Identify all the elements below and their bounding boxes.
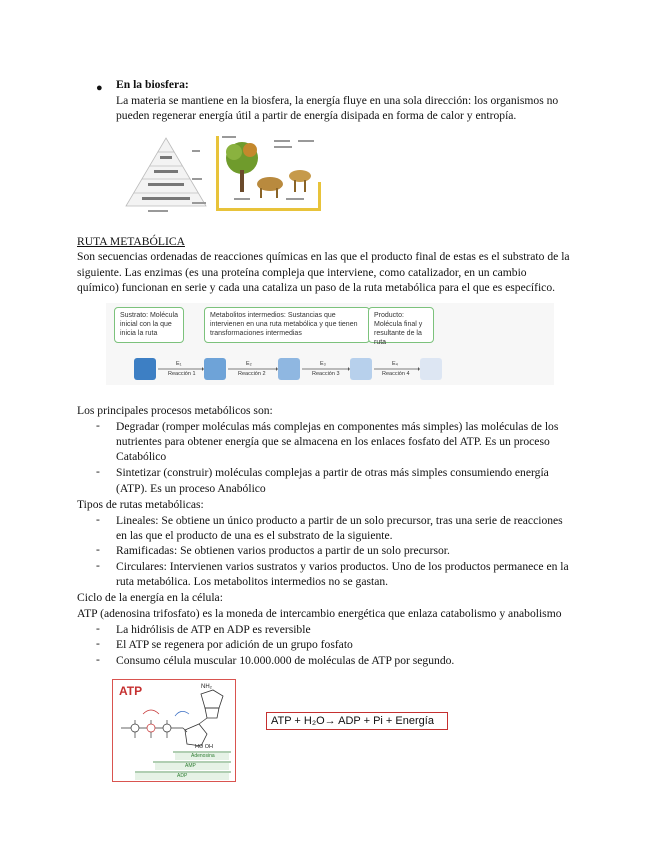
- procesos-item1-l2: nutrientes para obtener energía que se almacena en los enlaces fosfato del ATP. Es un proceso: [116, 435, 550, 448]
- atp-equation-box: ATP + H₂O→ ADP + Pi + Energía: [266, 712, 448, 730]
- food-chain-figure: [214, 132, 322, 212]
- dash-marker: -: [96, 513, 100, 526]
- enzyme-2: E₂: [246, 361, 252, 367]
- enzyme-1: E₁: [176, 361, 182, 367]
- atp-figure-title: ATP: [119, 684, 143, 698]
- ciclo-atp-line: ATP (adenosina trifosfato) es la moneda de intercambio energética que enlaza catabolismo y anabolismo: [77, 607, 562, 620]
- atp-structure: [113, 680, 235, 781]
- adp-label: ADP: [177, 773, 188, 779]
- tipos-item3-l2: ruta metabólica. Los metabolitos intermedios no se gastan.: [116, 575, 389, 588]
- tipos-intro: Tipos de rutas metabólicas:: [77, 498, 204, 511]
- procesos-item1-l3: Catabólico: [116, 450, 167, 463]
- tipos-item1-l2: en las que el producto de una es el substrato de la siguiente.: [116, 529, 393, 542]
- metabolic-pathway-figure: [106, 303, 554, 385]
- reaction-4: Reacción 4: [382, 371, 410, 377]
- dash-marker: -: [96, 653, 100, 666]
- procesos-item1-l1: Degradar (romper moléculas más complejas en componentes más simples) las moléculas de los: [116, 420, 559, 433]
- procesos-item2-l1: Sintetizar (construir) moléculas complejas a partir de otras más simples consumiendo energía: [116, 466, 549, 479]
- reaction-1: Reacción 1: [168, 371, 196, 377]
- ciclo-item2: El ATP se regenera por adición de un grupo fosfato: [116, 638, 353, 651]
- tipos-item1-l1: Lineales: Se obtiene un único producto a partir de un solo precursor, tras una serie de reacciones: [116, 514, 563, 527]
- metabolitos-box: Metabolitos intermedios: Sustancias que intervienen en una ruta metabólica y que tienen transformaciones intermedias: [204, 307, 370, 343]
- procesos-item2-l2: (ATP). Es un proceso Anabólico: [116, 482, 266, 495]
- biosfera-heading: En la biosfera:: [116, 78, 189, 91]
- reaction-2: Reacción 2: [238, 371, 266, 377]
- sustrato-box: Sustrato: Molécula inicial con la que inicia la ruta: [114, 307, 184, 343]
- ruta-text-3: químico) funcionan en serie y cada una cataliza un paso de la ruta metabólica para el que es específico.: [77, 281, 556, 294]
- atp-nh2-label: NH₂: [201, 684, 212, 690]
- ciclo-item1: La hidrólisis de ATP en ADP es reversible: [116, 623, 311, 636]
- producto-box: Producto: Molécula final y resultante de la ruta: [368, 307, 434, 343]
- dash-marker: -: [96, 543, 100, 556]
- amp-label: AMP: [185, 763, 196, 769]
- enzyme-4: E₄: [392, 361, 398, 367]
- adenosina-label: Adenosina: [191, 753, 215, 759]
- ruta-title: RUTA METABÓLICA: [77, 235, 185, 248]
- tipos-item3-l1: Circulares: Intervienen varios sustratos y varios productos. Uno de los productos permanece en la: [116, 560, 569, 573]
- procesos-intro: Los principales procesos metabólicos son:: [77, 404, 273, 417]
- dash-marker: -: [96, 637, 100, 650]
- tipos-item2: Ramificadas: Se obtienen varios productos a partir de un solo precursor.: [116, 544, 450, 557]
- atp-oh-label: HO OH: [195, 744, 214, 750]
- dash-marker: -: [96, 559, 100, 572]
- enzyme-3: E₃: [320, 361, 326, 367]
- ruta-text-1: Son secuencias ordenadas de reacciones químicas en las que el producto final de estas es el substrato de la: [77, 250, 570, 263]
- dash-marker: -: [96, 465, 100, 478]
- atp-molecule-figure: [112, 679, 236, 782]
- biosfera-text-2: pueden regenerar energía útil a partir de energía disipada en forma de calor y entropía.: [116, 109, 517, 122]
- ruta-text-2: siguiente. Las enzimas (es una proteína compleja que interviene, como catalizador, en un cambio: [77, 266, 527, 279]
- biosfera-text-1: La materia se mantiene en la biosfera, la energía fluye en una sola dirección: los organismos no: [116, 94, 559, 107]
- dash-marker: -: [96, 622, 100, 635]
- dash-marker: -: [96, 419, 100, 432]
- pyramid-side-labels: [190, 140, 212, 216]
- bullet-dot: ●: [96, 82, 103, 94]
- ciclo-item3: Consumo célula muscular 10.000.000 de moléculas de ATP por segundo.: [116, 654, 455, 667]
- reaction-3: Reacción 3: [312, 371, 340, 377]
- ciclo-title: Ciclo de la energía en la célula:: [77, 591, 223, 604]
